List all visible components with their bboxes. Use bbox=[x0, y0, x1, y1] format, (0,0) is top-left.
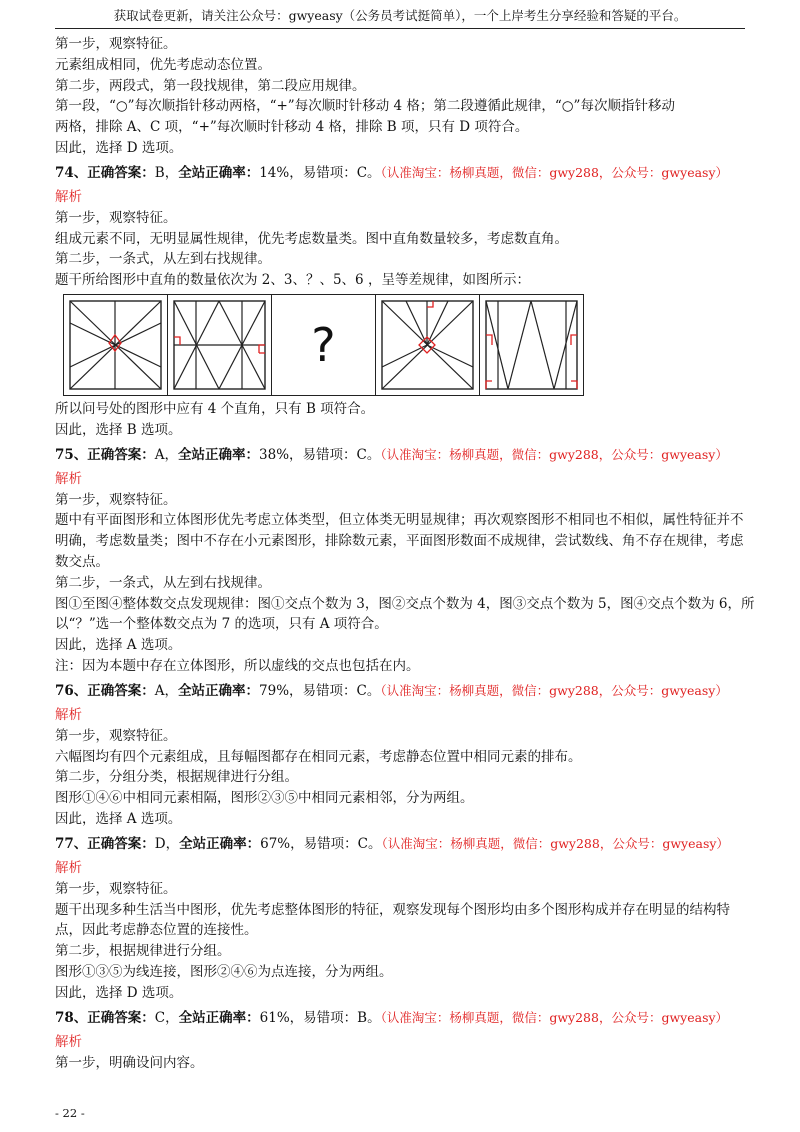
q76-line: 第一步，观察特征。 bbox=[55, 727, 177, 744]
q74-figure-5 bbox=[480, 294, 584, 396]
q75-paragraph: 图①至图④整体数交点发现规律：图①交点个数为 3，图②交点个数为 4，图③交点个数为 5，图④交点个数为 6，所以“？”选一个整体数交点为 7 的选项，只有 A 项符合。 bbox=[55, 595, 755, 633]
q74-line: 组成元素不同，无明显属性规律，优先考虑数量类。图中直角数量较多，考虑数直角。 bbox=[55, 230, 568, 247]
q74-figure-4 bbox=[376, 294, 480, 396]
q76-ad: （认准淘宝：杨柳真题，微信：gwy288，公众号：gwyeasy） bbox=[380, 682, 728, 698]
q77-line: 第一步，观察特征。 bbox=[55, 880, 177, 897]
q74-rate: 14%，易错项：C。 bbox=[259, 164, 381, 181]
q78-ad: （认准淘宝：杨柳真题，微信：gwy288，公众号：gwyeasy） bbox=[380, 1009, 729, 1025]
q73-line: 第二步，两段式，第一段找规律，第二段应用规律。 bbox=[55, 77, 366, 94]
q78-rate-label: 全站正确率： bbox=[178, 1009, 260, 1026]
q76-line: 因此，选择 A 选项。 bbox=[55, 810, 182, 827]
q76-answer-line bbox=[55, 678, 755, 704]
q78-jiexi: 解析 bbox=[55, 1033, 82, 1050]
q76-answer: A， bbox=[154, 682, 179, 699]
q74-line: 第一步，观察特征。 bbox=[55, 209, 177, 226]
q77-jiexi: 解析 bbox=[55, 859, 82, 876]
q75-line: 注：因为本题中存在立体图形，所以虚线的交点也包括在内。 bbox=[55, 657, 420, 674]
q77-head: 77、正确答案： bbox=[55, 835, 155, 852]
q73-line: 两格，排除 A、C 项，“+”每次顺时针移动 4 格，排除 B 项，只有 D 项符合。 bbox=[55, 119, 529, 136]
page-number: - 22 - bbox=[55, 1106, 85, 1120]
q75-jiexi: 解析 bbox=[55, 470, 82, 487]
q77-rate: 67%，易错项：C。 bbox=[260, 835, 382, 852]
q78-rate: 61%，易错项：B。 bbox=[259, 1009, 381, 1026]
q75-head: 75、正确答案： bbox=[55, 446, 155, 463]
q74-figure-question-mark: ? bbox=[272, 294, 376, 396]
q75-line: 第一步，观察特征。 bbox=[55, 491, 177, 508]
q74-line: 题干所给图形中直角的数量依次为 2、3、？、5、6 ，呈等差规律，如图所示： bbox=[55, 272, 530, 289]
q76-line: 六幅图均有四个元素组成，且每幅图都存在相同元素，考虑静态位置中相同元素的排布。 bbox=[55, 748, 582, 765]
q77-ad: （认准淘宝：杨柳真题，微信：gwy288，公众号：gwyeasy） bbox=[381, 835, 729, 851]
q73-line: 因此，选择 D 选项。 bbox=[55, 139, 183, 156]
q74-line: 所以问号处的图形中应有 4 个直角，只有 B 项符合。 bbox=[55, 400, 375, 417]
q74-answer: B， bbox=[154, 164, 179, 181]
q74-line: 因此，选择 B 选项。 bbox=[55, 421, 182, 438]
q77-answer-line bbox=[55, 831, 755, 857]
q73-line: 第一段，“○”每次顺指针移动两格，“+”每次顺时针移动 4 格；第二段遵循此规律，“○”每次顺指针移动 bbox=[55, 98, 675, 115]
q73-line: 元素组成相同，优先考虑动态位置。 bbox=[55, 56, 271, 73]
q74-rate-label: 全站正确率： bbox=[178, 164, 260, 181]
q78-line: 第一步，明确设问内容。 bbox=[55, 1054, 204, 1071]
q75-line: 因此，选择 A 选项。 bbox=[55, 637, 182, 654]
q77-paragraph: 题干出现多种生活当中图形，优先考虑整体图形的特征，观察发现每个图形均由多个图形构成并存在明显的结构特点，因此考虑静态位置的连接性。 bbox=[55, 901, 730, 939]
q76-line: 图形①④⑥中相同元素相隔，图形②③⑤中相同元素相邻，分为两组。 bbox=[55, 790, 474, 807]
q75-answer-line bbox=[55, 442, 755, 468]
q74-line: 第二步，一条式，从左到右找规律。 bbox=[55, 251, 271, 268]
q77-rate-label: 全站正确率： bbox=[179, 835, 261, 852]
q76-head: 76、正确答案： bbox=[55, 682, 155, 699]
q75-rate-label: 全站正确率： bbox=[178, 446, 260, 463]
q75-line: 第二步，一条式，从左到右找规律。 bbox=[55, 574, 271, 591]
q77-line: 第二步，根据规律进行分组。 bbox=[55, 943, 231, 960]
q76-line: 第二步，分组分类，根据规律进行分组。 bbox=[55, 769, 298, 786]
q78-answer: C， bbox=[154, 1009, 179, 1026]
q75-answer: A， bbox=[154, 446, 179, 463]
q74-figure-2 bbox=[168, 294, 272, 396]
q74-figure-row bbox=[63, 294, 755, 396]
q76-rate-label: 全站正确率： bbox=[178, 682, 260, 699]
q74-head: 74、正确答案： bbox=[55, 164, 155, 181]
content bbox=[55, 34, 755, 1073]
q76-jiexi: 解析 bbox=[55, 706, 82, 723]
page-header bbox=[55, 6, 745, 29]
q75-ad: （认准淘宝：杨柳真题，微信：gwy288，公众号：gwyeasy） bbox=[380, 446, 728, 462]
q74-answer-line bbox=[55, 160, 755, 186]
q73-line: 第一步，观察特征。 bbox=[55, 36, 177, 52]
q78-head: 78、正确答案： bbox=[55, 1009, 155, 1026]
q77-line: 因此，选择 D 选项。 bbox=[55, 984, 183, 1001]
q77-line: 图形①③⑤为线连接，图形②④⑥为点连接，分为两组。 bbox=[55, 963, 393, 980]
q76-rate: 79%，易错项：C。 bbox=[259, 682, 381, 699]
header-text: 获取试卷更新，请关注公众号：gwyeasy（公务员考试挺简单），一个上岸考生分享经验和答疑的平台。 bbox=[113, 8, 687, 23]
q75-rate: 38%，易错项：C。 bbox=[259, 446, 381, 463]
q74-figure-1 bbox=[63, 294, 168, 396]
q75-paragraph: 题中有平面图形和立体图形优先考虑立体类型，但立体类无明显规律；再次观察图形不相同也不相似，属性特征并不明确，考虑数量类；图中不存在小元素图形，排除数元素，平面图形数面不成规律，尝试数线、角不存在规律，考虑数交点。 bbox=[55, 512, 744, 570]
q74-jiexi: 解析 bbox=[55, 188, 82, 205]
q74-ad: （认准淘宝：杨柳真题，微信：gwy288，公众号：gwyeasy） bbox=[380, 164, 729, 180]
q78-answer-line bbox=[55, 1005, 755, 1031]
q77-answer: D， bbox=[154, 835, 180, 852]
